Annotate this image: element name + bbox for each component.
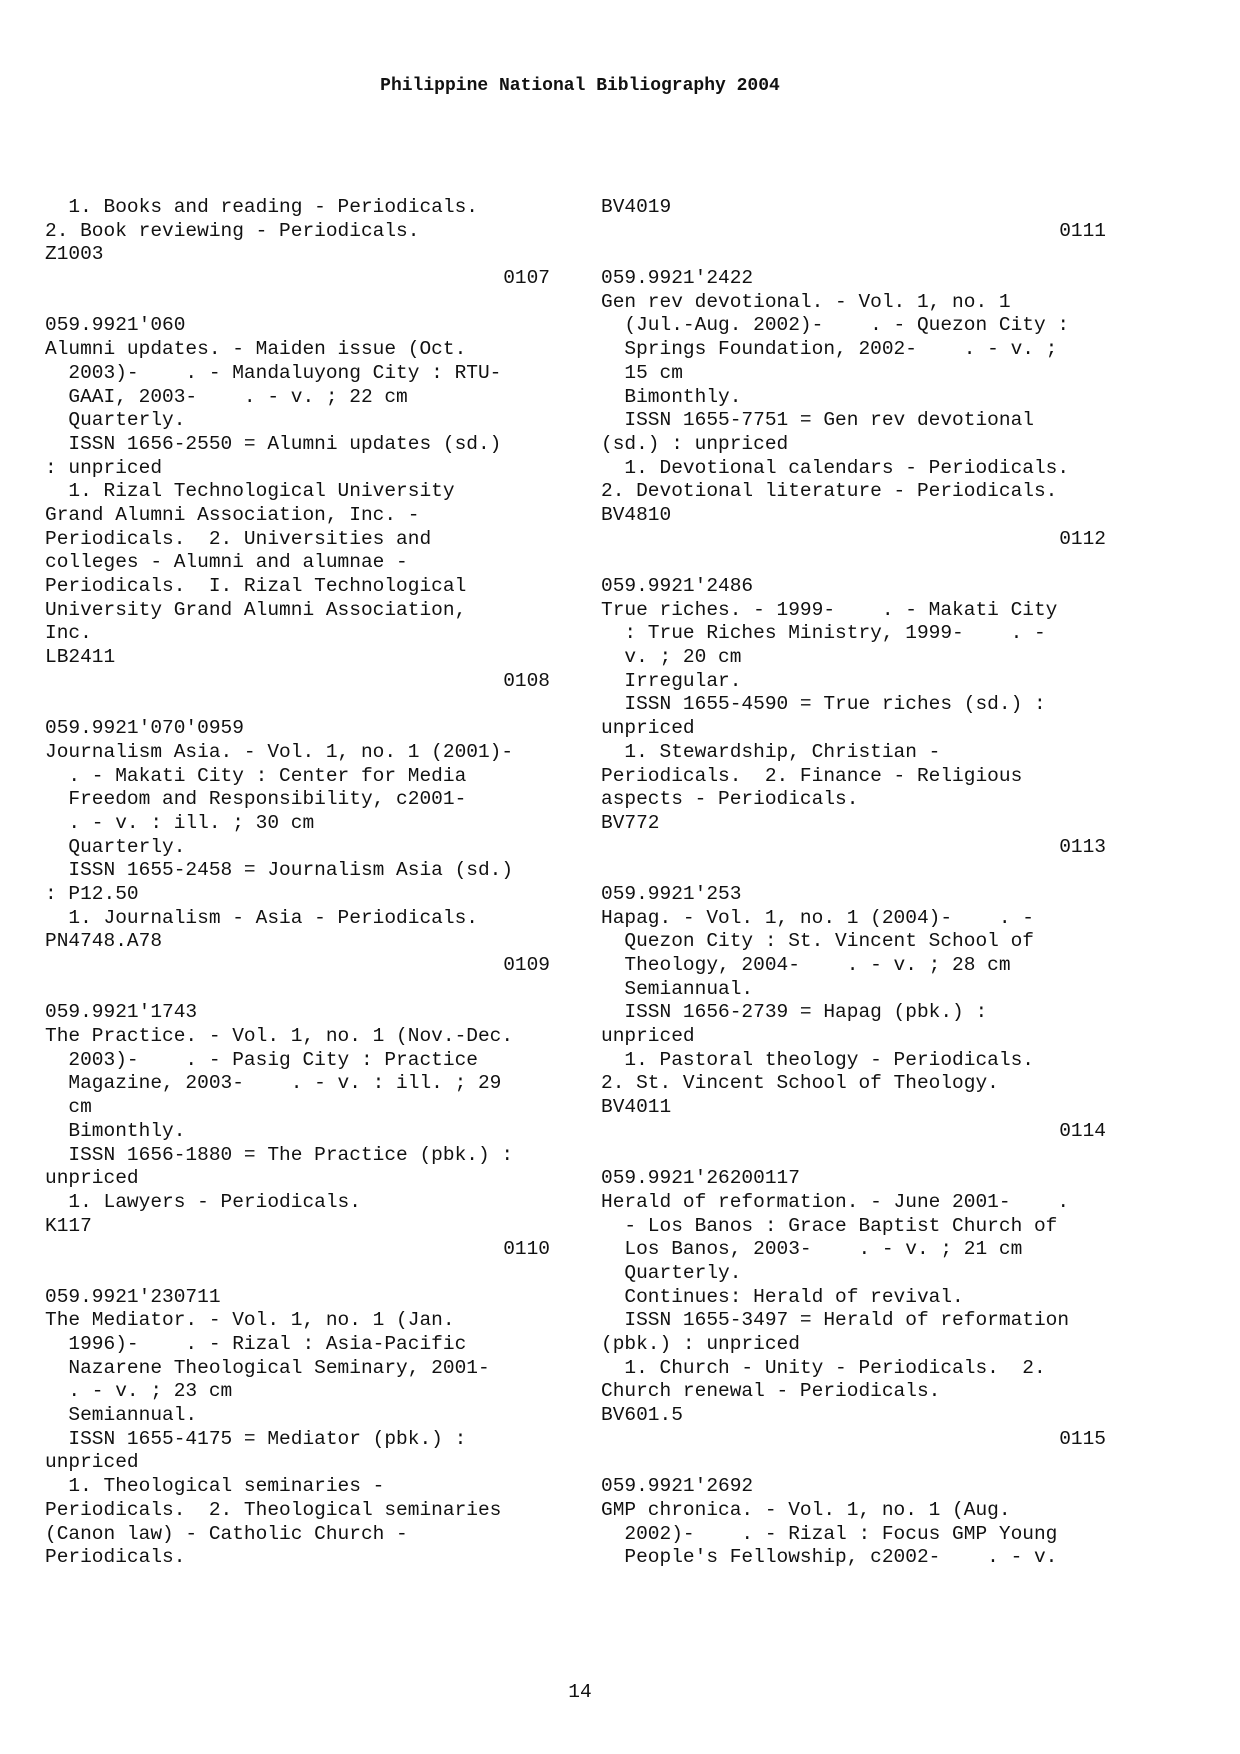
entry-line: unpriced	[601, 1025, 695, 1048]
left-column	[45, 196, 550, 1570]
entry-line: ISSN 1655-4175 = Mediator (pbk.) :	[45, 1427, 467, 1450]
entry-line	[601, 859, 1106, 883]
entry-line: (Jul.-Aug. 2002)- . - Quezon City :	[601, 314, 1070, 337]
entry-line	[601, 1144, 1106, 1168]
entry-line: Bimonthly.	[45, 1119, 186, 1142]
entry-line	[601, 551, 1106, 575]
entry-line: Los Banos, 2003- . - v. ; 21 cm	[601, 1238, 1023, 1261]
entry-line: BV4011	[601, 1096, 672, 1119]
entry-line: 2003)- . - Pasig City : Practice	[45, 1048, 478, 1071]
entry-line: 059.9921'2422	[601, 267, 754, 290]
entry-line: Church renewal - Periodicals.	[601, 1380, 941, 1403]
entry-line: ISSN 1655-7751 = Gen rev devotional	[601, 409, 1034, 432]
entry-line: 1. Journalism - Asia - Periodicals.	[45, 906, 478, 929]
entry-line: GAAI, 2003- . - v. ; 22 cm	[45, 385, 408, 408]
entry-line: Quarterly.	[45, 835, 186, 858]
entry-line	[45, 1262, 550, 1286]
entry-line: 1. Theological seminaries -	[45, 1475, 385, 1498]
entry-line: ISSN 1656-2550 = Alumni updates (sd.)	[45, 432, 502, 455]
entry-line: People's Fellowship, c2002- . - v.	[601, 1546, 1058, 1569]
entry-line: (sd.) : unpriced	[601, 432, 789, 455]
entry-line: aspects - Periodicals.	[601, 788, 859, 811]
entry-line: Grand Alumni Association, Inc. -	[45, 503, 420, 526]
page-title: Philippine National Bibliography 2004	[380, 76, 780, 96]
entry-line: v. ; 20 cm	[601, 646, 742, 669]
entry-line: Alumni updates. - Maiden issue (Oct.	[45, 338, 467, 361]
entry-line: 059.9921'070'0959	[45, 717, 244, 740]
entry-line: ISSN 1655-2458 = Journalism Asia (sd.)	[45, 859, 514, 882]
entry-line	[601, 1451, 1106, 1475]
entry-line: Gen rev devotional. - Vol. 1, no. 1	[601, 290, 1011, 313]
entry-line: BV772	[601, 811, 660, 834]
entry-line: Inc.	[45, 622, 92, 645]
entry-line: Periodicals. 2. Finance - Religious	[601, 764, 1023, 787]
entry-line: BV4019	[601, 196, 672, 218]
entry-line: 1. Devotional calendars - Periodicals.	[601, 456, 1070, 479]
entry-line: Hapag. - Vol. 1, no. 1 (2004)- . -	[601, 906, 1034, 929]
entry-line: 1. Pastoral theology - Periodicals.	[601, 1048, 1034, 1071]
entry-line: 059.9921'060	[45, 314, 186, 337]
entry-line: unpriced	[601, 717, 695, 740]
entry-number: 0113	[1059, 835, 1106, 858]
entry-line	[45, 978, 550, 1002]
entry-line	[601, 243, 1106, 267]
entry-line: 1. Lawyers - Periodicals.	[45, 1190, 361, 1213]
entry-line: Quarterly.	[45, 409, 186, 432]
entry-line: 2. Devotional literature - Periodicals.	[601, 480, 1058, 503]
entry-line: ISSN 1655-4590 = True riches (sd.) :	[601, 693, 1046, 716]
entry-line: LB2411	[45, 646, 116, 669]
entry-line: ISSN 1655-3497 = Herald of reformation	[601, 1309, 1070, 1332]
entry-line: Freedom and Responsibility, c2001-	[45, 788, 467, 811]
entry-line: 1. Church - Unity - Periodicals. 2.	[601, 1356, 1046, 1379]
entry-number: 0107	[503, 267, 550, 290]
entry-line: 059.9921'1743	[45, 1001, 198, 1024]
entry-line	[45, 693, 550, 717]
entry-line: Periodicals. 2. Universities and	[45, 527, 432, 550]
entry-line: ISSN 1656-1880 = The Practice (pbk.) :	[45, 1143, 514, 1166]
entry-line: Herald of reformation. - June 2001- .	[601, 1190, 1070, 1213]
entry-line: : unpriced	[45, 456, 163, 479]
entry-line: cm	[45, 1096, 92, 1119]
entry-line: The Mediator. - Vol. 1, no. 1 (Jan.	[45, 1309, 455, 1332]
entry-line: ISSN 1656-2739 = Hapag (pbk.) :	[601, 1001, 988, 1024]
entry-line: 059.9921'230711	[45, 1285, 221, 1308]
entry-line: PN4748.A78	[45, 930, 163, 953]
entry-line: 2. Book reviewing - Periodicals.	[45, 219, 420, 242]
entry-line: K117	[45, 1214, 92, 1237]
entry-line: Z1003	[45, 243, 104, 266]
entry-line: 2. St. Vincent School of Theology.	[601, 1072, 999, 1095]
entry-line: (Canon law) - Catholic Church -	[45, 1522, 408, 1545]
entry-number: 0110	[503, 1238, 550, 1261]
entry-line: 059.9921'2486	[601, 575, 754, 597]
entry-line: Periodicals. I. Rizal Technological	[45, 575, 467, 597]
entry-line: 059.9921'2692	[601, 1475, 754, 1498]
entry-line: unpriced	[45, 1451, 139, 1474]
entry-number: 0115	[1059, 1427, 1106, 1450]
entry-line: GMP chronica. - Vol. 1, no. 1 (Aug.	[601, 1498, 1011, 1521]
entry-line: True riches. - 1999- . - Makati City	[601, 598, 1058, 621]
right-column	[601, 196, 1106, 1570]
entry-line: 1. Books and reading - Periodicals.	[45, 196, 478, 218]
entry-line: (pbk.) : unpriced	[601, 1333, 800, 1355]
entry-line: Semiannual.	[601, 977, 754, 1000]
entry-line: Periodicals.	[45, 1546, 186, 1569]
entry-line: Irregular.	[601, 669, 742, 692]
entry-line: - Los Banos : Grace Baptist Church of	[601, 1214, 1058, 1237]
entry-line: : P12.50	[45, 882, 139, 905]
entry-line: : True Riches Ministry, 1999- . -	[601, 622, 1046, 645]
entry-line: 2003)- . - Mandaluyong City : RTU-	[45, 361, 502, 384]
entry-line: Quarterly.	[601, 1261, 742, 1284]
entry-line: University Grand Alumni Association,	[45, 598, 467, 621]
page-number: 14	[568, 1681, 592, 1703]
entry-line: Theology, 2004- . - v. ; 28 cm	[601, 954, 1011, 976]
entry-line: Bimonthly.	[601, 385, 742, 408]
entry-line: BV4810	[601, 503, 672, 526]
entry-line: . - Makati City : Center for Media	[45, 764, 467, 787]
entry-line: The Practice. - Vol. 1, no. 1 (Nov.-Dec.	[45, 1025, 514, 1048]
entry-line: . - v. ; 23 cm	[45, 1380, 233, 1403]
entry-line: 15 cm	[601, 361, 683, 384]
entry-line: Magazine, 2003- . - v. : ill. ; 29	[45, 1072, 502, 1095]
entry-number: 0114	[1059, 1119, 1106, 1142]
entry-line: Journalism Asia. - Vol. 1, no. 1 (2001)-	[45, 740, 514, 763]
entry-line: Periodicals. 2. Theological seminaries	[45, 1498, 502, 1521]
entry-line: BV601.5	[601, 1404, 683, 1427]
entry-line: 1996)- . - Rizal : Asia-Pacific	[45, 1333, 467, 1355]
entry-line: 059.9921'253	[601, 882, 742, 905]
entry-number: 0108	[503, 669, 550, 692]
entry-line: unpriced	[45, 1167, 139, 1190]
entry-line: Nazarene Theological Seminary, 2001-	[45, 1356, 490, 1379]
entry-number: 0111	[1059, 219, 1106, 242]
entry-number: 0109	[503, 954, 550, 976]
entry-line: 2002)- . - Rizal : Focus GMP Young	[601, 1522, 1058, 1545]
entry-line	[45, 291, 550, 315]
entry-line: . - v. : ill. ; 30 cm	[45, 811, 315, 834]
entry-line: Continues: Herald of revival.	[601, 1285, 964, 1308]
entry-line: Springs Foundation, 2002- . - v. ;	[601, 338, 1058, 361]
entry-line: 1. Stewardship, Christian -	[601, 740, 941, 763]
entry-line: colleges - Alumni and alumnae -	[45, 551, 408, 574]
entry-number: 0112	[1059, 527, 1106, 550]
entry-line: 1. Rizal Technological University	[45, 480, 455, 503]
entry-line: Semiannual.	[45, 1404, 198, 1427]
entry-line: Quezon City : St. Vincent School of	[601, 930, 1034, 953]
entry-line: 059.9921'26200117	[601, 1167, 800, 1190]
